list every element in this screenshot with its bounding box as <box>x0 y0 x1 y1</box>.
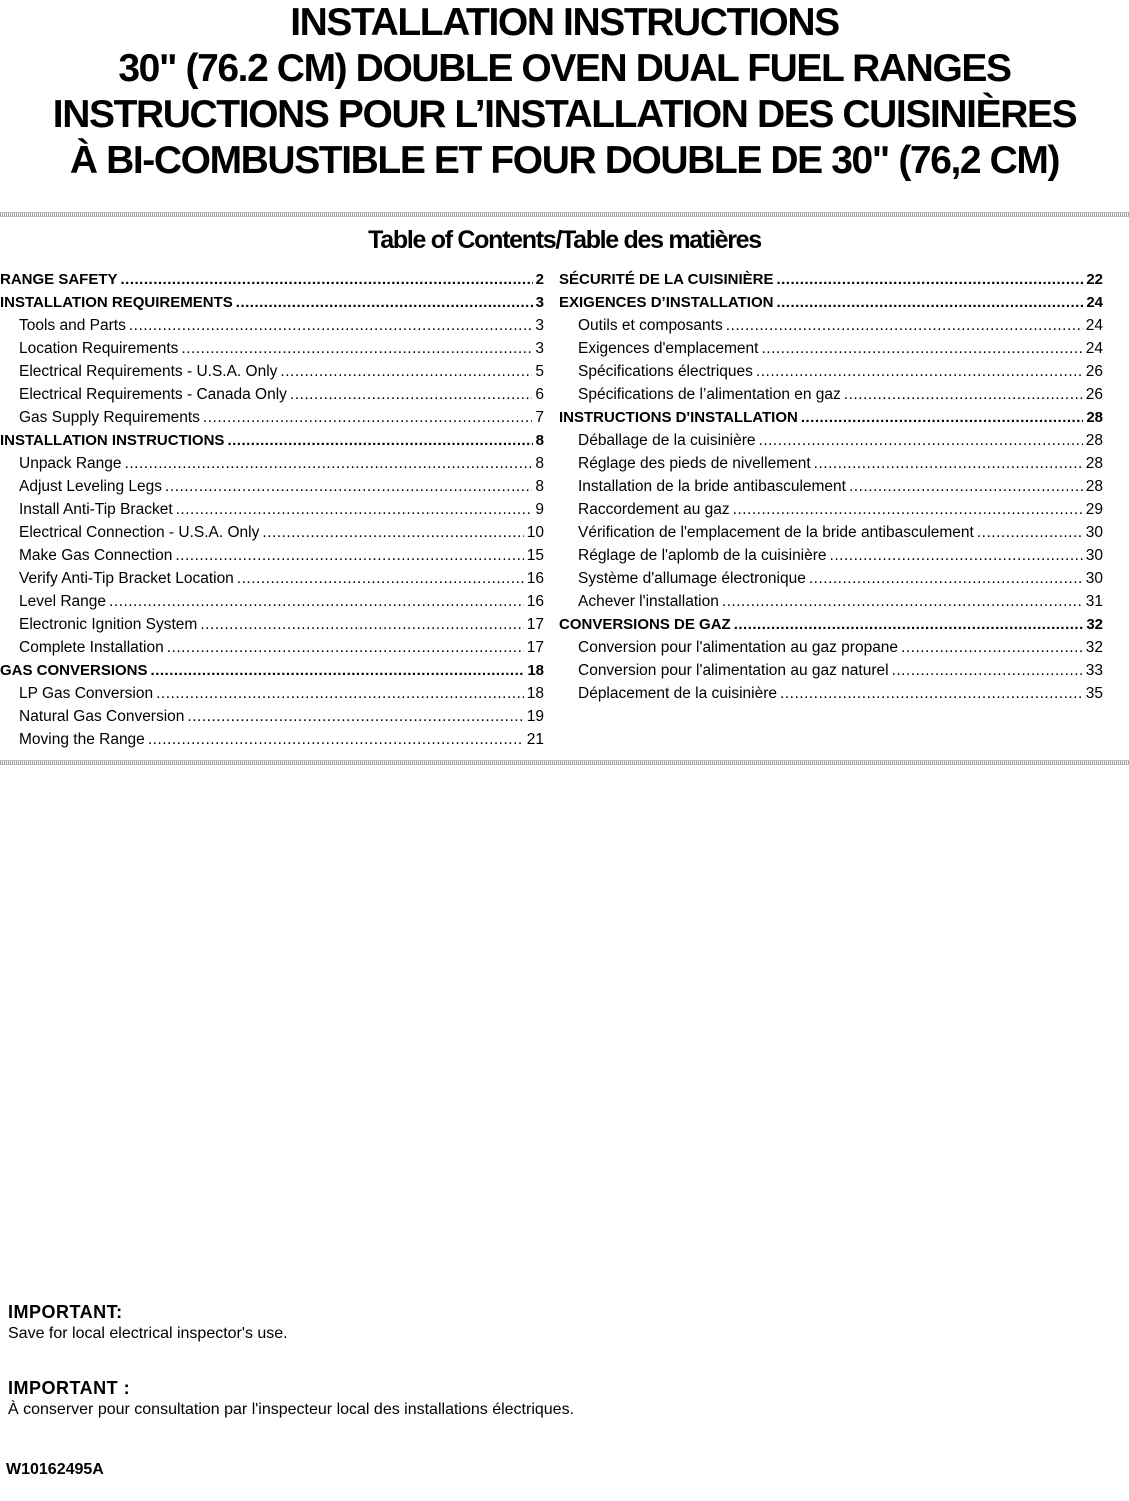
toc-entry-label: Raccordement au gaz <box>578 501 730 518</box>
toc-entry <box>0 337 544 360</box>
toc-entry-label: Adjust Leveling Legs <box>19 478 163 495</box>
toc-heading: Table of Contents/Table des matières <box>368 226 761 254</box>
toc-entry-label: Déplacement de la cuisinière <box>578 685 778 702</box>
toc-entry <box>0 383 544 406</box>
toc-leader-dots <box>759 429 1083 452</box>
toc-page-number: 7 <box>535 409 544 426</box>
toc-page-number: 29 <box>1085 501 1103 518</box>
toc-page-number: 30 <box>1085 524 1103 541</box>
toc-leader-dots <box>148 728 524 751</box>
toc-entry <box>0 544 544 567</box>
toc-leader-dots <box>809 567 1083 590</box>
toc-leader-dots <box>109 590 524 613</box>
toc-page-number: 26 <box>1085 386 1103 403</box>
title-line-1: INSTALLATION INSTRUCTIONS <box>290 1 839 44</box>
toc-page-number: 18 <box>527 662 544 679</box>
toc-entry <box>559 521 1103 544</box>
toc-entry <box>0 475 544 498</box>
toc-entry <box>0 452 544 475</box>
toc-leader-dots <box>901 636 1083 659</box>
toc-entry <box>0 360 544 383</box>
toc-entry-label: INSTALLATION INSTRUCTIONS <box>0 432 225 449</box>
toc-entry <box>559 314 1103 337</box>
toc-entry-label: Déballage de la cuisinière <box>578 432 756 449</box>
toc-page-number: 16 <box>526 570 544 587</box>
toc-entry-label: Complete Installation <box>19 639 164 656</box>
toc-page-number: 3 <box>535 317 544 334</box>
toc-page-number: 28 <box>1085 455 1103 472</box>
toc-leader-dots <box>977 521 1083 544</box>
toc-entry-label: CONVERSIONS DE GAZ <box>559 616 731 633</box>
toc-page-number: 19 <box>526 708 544 725</box>
title-line-4: À BI-COMBUSTIBLE ET FOUR DOUBLE DE 30" (76,2 CM) <box>69 139 1060 182</box>
title-line-3: INSTRUCTIONS POUR L’INSTALLATION DES CUISINIÈRES <box>52 93 1077 136</box>
toc-entry-label: Conversion pour l'alimentation au gaz naturel <box>578 662 889 679</box>
toc-entry <box>559 659 1103 682</box>
toc-page-number: 28 <box>1086 409 1103 426</box>
toc-leader-dots <box>181 337 532 360</box>
toc-entry-label: Spécifications de l’alimentation en gaz <box>578 386 841 403</box>
toc-entry-label: Verify Anti-Tip Bracket Location <box>19 570 234 587</box>
toc-leader-dots <box>830 544 1083 567</box>
toc-entry <box>0 613 544 636</box>
toc-page-number: 21 <box>526 731 544 748</box>
toc-page-number: 15 <box>526 547 544 564</box>
toc-page-number: 8 <box>535 478 544 495</box>
toc-leader-dots <box>187 705 523 728</box>
toc-entry-label: Electronic Ignition System <box>19 616 198 633</box>
toc-leader-dots <box>165 475 532 498</box>
toc-entry <box>559 337 1103 360</box>
toc-leader-dots <box>167 636 524 659</box>
toc-leader-dots <box>780 682 1083 705</box>
toc-leader-dots <box>175 544 523 567</box>
toc-entry-label: GAS CONVERSIONS <box>0 662 148 679</box>
toc-entry-label: Make Gas Connection <box>19 547 173 564</box>
toc-entry-label: Outils et composants <box>578 317 723 334</box>
toc-leader-dots <box>156 682 524 705</box>
important-note-french <box>8 1378 574 1419</box>
toc-entry <box>559 567 1103 590</box>
toc-leader-dots <box>814 452 1083 475</box>
important-title: IMPORTANT : <box>8 1378 131 1398</box>
toc-entry-label: LP Gas Conversion <box>19 685 154 702</box>
toc-page-number: 24 <box>1085 317 1103 334</box>
toc-section-entry <box>559 613 1103 636</box>
important-note-english <box>8 1302 288 1343</box>
toc-entry <box>559 429 1103 452</box>
toc-page-number: 22 <box>1086 271 1103 288</box>
title-line-2: 30" (76.2 CM) DOUBLE OVEN DUAL FUEL RANGES <box>118 47 1011 90</box>
toc-entry-label: Electrical Requirements - U.S.A. Only <box>19 363 278 380</box>
toc-section-entry <box>559 268 1103 291</box>
toc-entry <box>559 383 1103 406</box>
toc-leader-dots <box>176 498 533 521</box>
toc-entry <box>0 682 544 705</box>
toc-page-number: 24 <box>1086 294 1103 311</box>
toc-entry <box>559 498 1103 521</box>
bottom-divider <box>0 760 1129 765</box>
toc-entry <box>0 567 544 590</box>
toc-entry-label: Tools and Parts <box>19 317 126 334</box>
toc-entry-label: SÉCURITÉ DE LA CUISINIÈRE <box>559 271 774 288</box>
toc-column-english <box>0 268 544 751</box>
toc-page-number: 17 <box>526 616 544 633</box>
toc-entry-label: Electrical Requirements - Canada Only <box>19 386 287 403</box>
toc-entry-label: Unpack Range <box>19 455 122 472</box>
toc-leader-dots <box>892 659 1083 682</box>
toc-entry-label: Installation de la bride antibasculement <box>578 478 846 495</box>
toc-entry-label: Achever l'installation <box>578 593 719 610</box>
toc-page-number: 3 <box>535 340 544 357</box>
toc-entry <box>0 498 544 521</box>
toc-page-number: 32 <box>1085 639 1103 656</box>
toc-leader-dots <box>129 314 533 337</box>
toc-entry-label: EXIGENCES D’INSTALLATION <box>559 294 774 311</box>
toc-entry-label: Gas Supply Requirements <box>19 409 200 426</box>
toc-leader-dots <box>733 498 1083 521</box>
toc-entry-label: Electrical Connection - U.S.A. Only <box>19 524 260 541</box>
toc-entry <box>559 452 1103 475</box>
toc-entry-label: Système d'allumage électronique <box>578 570 806 587</box>
toc-page-number: 31 <box>1085 593 1103 610</box>
important-title: IMPORTANT: <box>8 1302 123 1322</box>
toc-page-number: 5 <box>535 363 544 380</box>
toc-entry <box>0 728 544 751</box>
toc-entry <box>559 636 1103 659</box>
toc-page-number: 2 <box>535 271 544 288</box>
toc-entry <box>559 544 1103 567</box>
toc-page-number: 30 <box>1085 547 1103 564</box>
toc-leader-dots <box>776 268 1083 291</box>
toc-page-number: 30 <box>1085 570 1103 587</box>
toc-leader-dots <box>776 291 1083 314</box>
toc-entry <box>0 636 544 659</box>
toc-page-number: 28 <box>1085 478 1103 495</box>
toc-entry-label: Spécifications électriques <box>578 363 753 380</box>
toc-entry <box>559 475 1103 498</box>
toc-leader-dots <box>236 291 533 314</box>
toc-entry <box>0 521 544 544</box>
toc-section-entry <box>0 268 544 291</box>
toc-column-french <box>559 268 1103 705</box>
toc-entry-label: Level Range <box>19 593 107 610</box>
toc-entry-label: RANGE SAFETY <box>0 271 118 288</box>
toc-leader-dots <box>280 360 532 383</box>
toc-leader-dots <box>761 337 1082 360</box>
toc-page-number: 35 <box>1085 685 1103 702</box>
important-text: Save for local electrical inspector's use. <box>8 1325 288 1342</box>
toc-page-number: 26 <box>1085 363 1103 380</box>
toc-leader-dots <box>290 383 532 406</box>
toc-entry-label: Install Anti-Tip Bracket <box>19 501 173 518</box>
toc-entry-label: Réglage de l'aplomb de la cuisinière <box>578 547 827 564</box>
toc-leader-dots <box>203 406 532 429</box>
toc-page-number: 18 <box>526 685 544 702</box>
toc-leader-dots <box>262 521 523 544</box>
toc-leader-dots <box>726 314 1083 337</box>
toc-section-entry <box>0 291 544 314</box>
toc-page-number: 17 <box>526 639 544 656</box>
toc-entry-label: Conversion pour l'alimentation au gaz propane <box>578 639 899 656</box>
toc-leader-dots <box>121 268 533 291</box>
toc-leader-dots <box>801 406 1083 429</box>
toc-entry-label: Moving the Range <box>19 731 145 748</box>
toc-leader-dots <box>227 429 532 452</box>
toc-page-number: 8 <box>535 432 544 449</box>
important-text: À conserver pour consultation par l'inspecteur local des installations électriques. <box>8 1401 575 1418</box>
toc-entry-label: Réglage des pieds de nivellement <box>578 455 811 472</box>
toc-entry <box>0 590 544 613</box>
toc-section-entry <box>0 659 544 682</box>
toc-section-entry <box>0 429 544 452</box>
toc-entry <box>559 682 1103 705</box>
toc-leader-dots <box>756 360 1083 383</box>
toc-entry <box>0 705 544 728</box>
toc-section-entry <box>559 291 1103 314</box>
toc-page-number: 33 <box>1085 662 1103 679</box>
toc-entry-label: Location Requirements <box>19 340 179 357</box>
toc-leader-dots <box>151 659 525 682</box>
toc-leader-dots <box>237 567 524 590</box>
toc-leader-dots <box>849 475 1083 498</box>
toc-entry <box>559 590 1103 613</box>
toc-page-number: 24 <box>1085 340 1103 357</box>
toc-page-number: 8 <box>535 455 544 472</box>
toc-page-number: 3 <box>535 294 544 311</box>
toc-page-number: 6 <box>535 386 544 403</box>
toc-entry <box>0 406 544 429</box>
toc-page-number: 9 <box>535 501 544 518</box>
toc-leader-dots <box>722 590 1083 613</box>
toc-section-entry <box>559 406 1103 429</box>
toc-leader-dots <box>200 613 523 636</box>
document-titles <box>0 0 1129 184</box>
toc-leader-dots <box>734 613 1084 636</box>
toc-entry <box>559 360 1103 383</box>
toc-entry-label: Exigences d'emplacement <box>578 340 759 357</box>
toc-entry-label: INSTALLATION REQUIREMENTS <box>0 294 233 311</box>
toc-entry-label: Natural Gas Conversion <box>19 708 185 725</box>
toc-page-number: 10 <box>526 524 544 541</box>
toc-entry-label: INSTRUCTIONS D'INSTALLATION <box>559 409 798 426</box>
top-divider <box>0 212 1129 217</box>
toc-entry <box>0 314 544 337</box>
toc-page-number: 28 <box>1085 432 1103 449</box>
toc-page-number: 16 <box>526 593 544 610</box>
toc-leader-dots <box>125 452 533 475</box>
toc-leader-dots <box>844 383 1083 406</box>
toc-page-number: 32 <box>1086 616 1103 633</box>
toc-entry-label: Vérification de l'emplacement de la bride antibasculement <box>578 524 974 541</box>
document-number: W10162495A <box>6 1461 104 1478</box>
